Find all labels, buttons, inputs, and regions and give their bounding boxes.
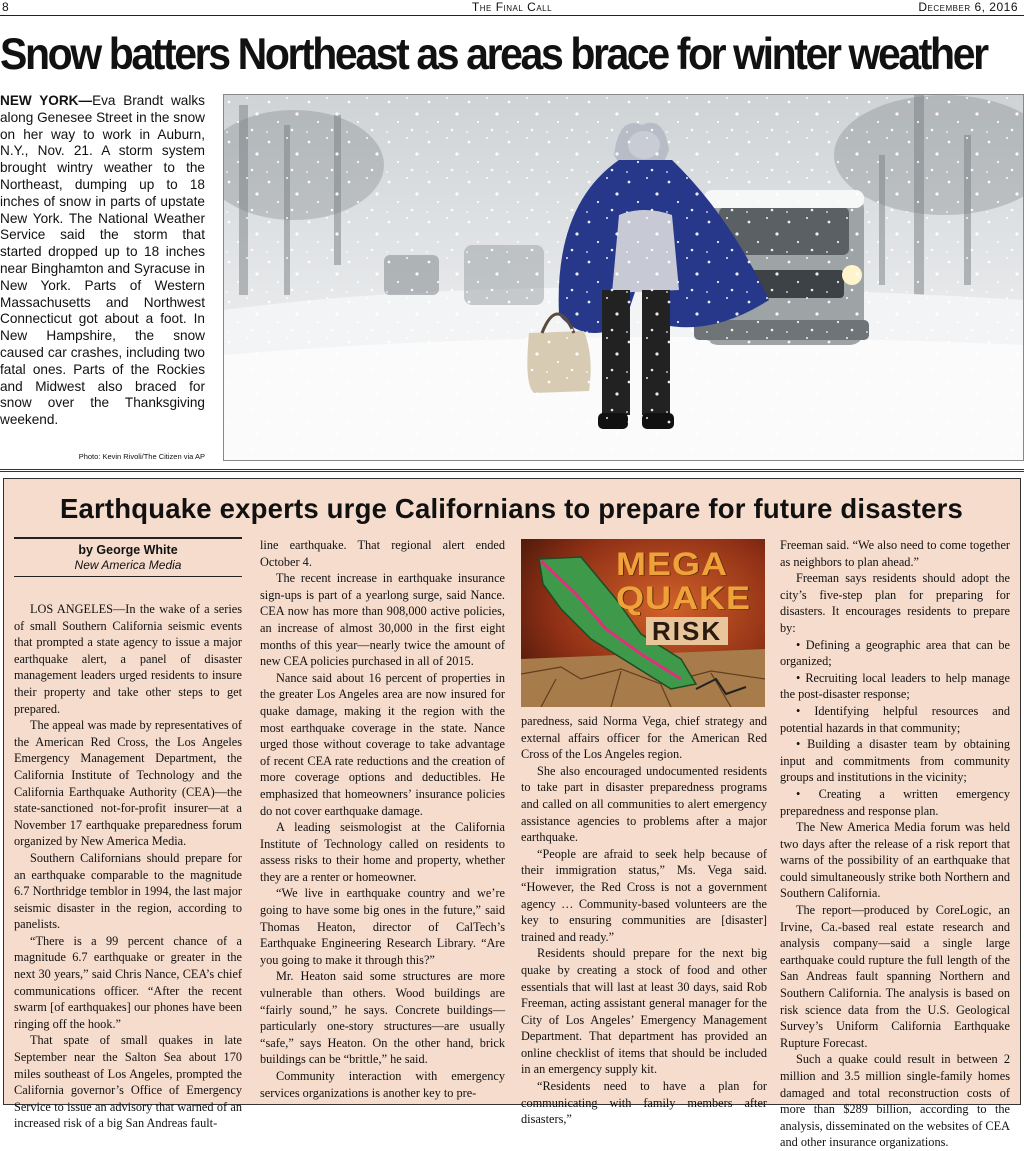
snow-photo — [223, 94, 1024, 461]
story1-caption-text: Eva Brandt walks along Genesee Street in the snow on her way to work in Auburn, N.Y., Nov. 21. A storm system brought wintry weather to the Northeast, dumping up to 18 inches of snow in parts of upstate New York. The National Weather Service said the storm that started dropped up to 18 inches near Binghamton and Syracuse in New York. Parts of Western Massachusetts and Northwest Connecticut got about a foot. In New Hampshire, the snow caused car crashes, including two fatal ones. Parts of the Rockies and Midwest also braced for snow over the Thanksgiving weekend. — [0, 93, 205, 428]
byline — [14, 537, 242, 577]
bullet-item: • Creating a written emergency preparedness and response plan. — [780, 786, 1010, 818]
byline-author: by George White — [78, 543, 178, 557]
paragraph: Such a quake could result in between 2 million and 3.5 million single-family homes damaged and total reconstruction costs of more than $289 billion, according to the analysis, disseminated on the websites of CEA and other insurance organizations. — [780, 1052, 1010, 1150]
story1-caption — [0, 93, 205, 429]
section-divider — [0, 469, 1024, 472]
page-header — [0, 0, 1024, 16]
issue-date: December 6, 2016 — [918, 0, 1018, 14]
earthquake-story-box — [3, 478, 1021, 1150]
masthead: The Final Call — [471, 0, 553, 14]
story2-column-3 — [521, 713, 767, 1128]
photo-credit: Photo: Kevin Rivoli/The Citizen via AP — [78, 452, 205, 461]
paragraph: “People are afraid to seek help because of their immigration status,” Ms. Vega said. “However, the Red Cross is not a government agency … Community-based volunteers are the key to ensuring communities are [disaster] trained and ready.” — [521, 846, 767, 944]
story1-headline: Snow batters Northeast as areas brace for winter weather — [0, 29, 987, 79]
paragraph: Southern Californians should prepare for an earthquake comparable to the magnitude 6.7 Northridge temblor in 1994, the last major seismic disaster in the region, according to panelists. — [14, 850, 242, 932]
story2-headline: Earthquake experts urge Californians to prepare for future disasters — [59, 493, 963, 524]
paragraph: Community interaction with emergency services organizations is another key to pre- — [260, 1069, 505, 1100]
page-number: 8 — [2, 0, 9, 14]
byline-organization: New America Media — [74, 558, 182, 572]
bullet-item: • Recruiting local leaders to help manage the post-disaster response; — [780, 670, 1010, 702]
graphic-title-quake: QUAKE — [616, 579, 752, 616]
paragraph: “We live in earthquake country and we’re going to have some big ones in the future,” said Thomas Heaton, director of CalTech’s Earthquake Engineering Research Library. “Are you going to make it through this?” — [260, 886, 505, 967]
mega-quake-risk-graphic — [521, 539, 765, 707]
graphic-title-risk: RISK — [646, 617, 728, 645]
story2-column-4 — [780, 537, 1010, 1151]
paragraph: Freeman said. “We also need to come together as neighbors to plan ahead.” — [780, 538, 1010, 569]
story2-column-2 — [260, 537, 505, 1101]
paragraph: “Residents need to have a plan for communicating with family members after disasters,” — [521, 1079, 767, 1127]
graphic-title-mega: MEGA — [616, 545, 728, 582]
bullet-item: • Defining a geographic area that can be organized; — [780, 637, 1010, 669]
snow-scene-illustration — [224, 95, 1024, 461]
paragraph: paredness, said Norma Vega, chief strategy and external affairs officer for the American Red Cross of the Los Angeles region. — [521, 714, 767, 762]
paragraph: The appeal was made by representatives of the American Red Cross, the Los Angeles Emergency Management Department, the California Institute of Technology and the California Earthquake Authority (CEA)—the state-sanctioned not-for-profit insurer—at a November 17 earthquake preparedness forum organized by New America Media. — [14, 718, 242, 849]
paragraph: line earthquake. That regional alert ended October 4. — [260, 538, 505, 569]
paragraph: The New America Media forum was held two days after the release of a risk report that warns of the possibility of an earthquake that could simultaneously strike both Northern and Southern California. — [780, 820, 1010, 901]
paragraph: The report—produced by CoreLogic, an Irvine, Ca.-based real estate research and analysis company—said a single large earthquake could rupture the full length of the San Andreas fault spanning Northern and Southern California. The analysis is based on risk science data from the U.S. Geological Survey’s Uniform California Earthquake Rupture Forecast. — [780, 903, 1010, 1050]
paragraph: She also encouraged undocumented residents to take part in disaster preparedness programs and called on all communities to alert emergency assistance agencies to problems after a major earthquake. — [521, 763, 767, 845]
paragraph: A leading seismologist at the California Institute of Technology called on residents to assess risks to their home and property, whether they are a renter or homeowner. — [260, 820, 505, 884]
story1-dateline: NEW YORK— — [0, 93, 93, 108]
paragraph: Mr. Heaton said some structures are more vulnerable than others. Wood buildings are “fairly sound,” he says. Concrete buildings—particularly one-story structures—are usually “safe,” says Heaton. On the other hand, brick buildings can be “brittle,” he said. — [260, 969, 505, 1067]
paragraph: Residents should prepare for the next big quake by creating a stock of food and other essentials that will last at least 30 days, said Rob Freeman, acting assistant general manager for the City of Los Angeles’ Emergency Management Department. That department has provided an online checklist of items that should be included in an emergency supply kit. — [521, 946, 767, 1077]
bullet-item: • Building a disaster team by obtaining input and commitments from community groups and institutions in the vicinity; — [780, 737, 1010, 785]
paragraph: Nance said about 16 percent of properties in the greater Los Angeles area are now insured for quake damage, making it the region with the most earthquake coverage in the state. Nance urged those without coverage to take advantage of recent CEA rate reductions and the creation of more coverage options and deductibles. He emphasized that homeowners’ insurance policies do not cover earthquake damage. — [260, 670, 505, 818]
paragraph: “There is a 99 percent chance of a magnitude 6.7 earthquake or greater in the next 30 years,” said Chris Nance, CEA’s chief communications officer. “After the recent swarm [of earthquakes] our phones have been ringing off the hook.” — [14, 933, 242, 1031]
paragraph: That spate of small quakes in late September near the Salton Sea about 170 miles southeast of Los Angeles, prompted the California governor’s Office of Emergency Service to issue an advisory that warned of an increased risk of a big San Andreas fault- — [14, 1033, 242, 1131]
paragraph: LOS ANGELES—In the wake of a series of small Southern California seismic events that prompted a state agency to issue a major earthquake alert, a panel of disaster management leaders urged residents to insure their property and take other steps to get prepared. — [14, 602, 242, 716]
bullet-item: • Identifying helpful resources and potential hazards in that community; — [780, 703, 1010, 735]
paragraph: The recent increase in earthquake insurance sign-ups is part of a yearlong surge, said Nance. CEA now has more than 908,000 active policies, an increase of almost 30,000 in the first eight months of this year—nearly twice the amount of new CEA policies purchased in all of 2015. — [260, 571, 505, 669]
paragraph: Freeman says residents should adopt the city’s five-step plan for preparing for disasters. It encourages residents to prepare by: — [780, 571, 1010, 635]
story2-column-1 — [14, 537, 242, 1132]
